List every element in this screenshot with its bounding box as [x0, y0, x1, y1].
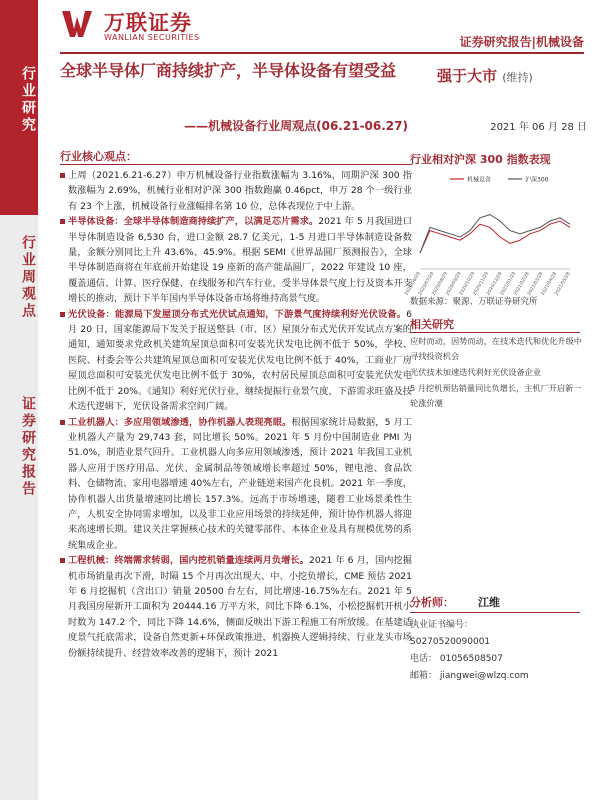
- analyst-phone: 01056508507: [439, 654, 503, 664]
- core-views-body: [60, 168, 412, 661]
- related-research-item[interactable]: 5 月挖机预估销量同比负增长，主机厂开启新一轮涨价潮: [410, 383, 582, 408]
- logo-chinese-name: 万联证券: [104, 11, 192, 35]
- analyst-phone-row: [410, 651, 580, 668]
- rating-sub: (维持): [502, 71, 533, 84]
- analyst-phone-label: 电话：: [410, 654, 438, 664]
- related-research-list: [410, 334, 582, 412]
- core-paragraph-lead: 工业机器人：多应用领域渗透，协作机器人表现亮眼。: [68, 416, 292, 428]
- core-paragraph: [60, 214, 412, 306]
- core-paragraph-text: 上周（2021.6.21-6.27）申万机械设备行业指数涨幅为 3.16%，同期沪深 300 指数涨幅为 2.69%，机械行业相对沪深 300 指数跑赢 0.46pct，申万 28 个一级行业有 23 个上涨，机械设备行业涨幅排名第 10 位，总体表现位于中上游。: [68, 170, 412, 212]
- core-paragraph-lead: 光伏设备：能源局下发屋顶分布式光伏试点通知，下游景气度持续利好光伏设备。: [68, 308, 407, 320]
- x-tick-label: 2020/09/29: [445, 271, 463, 297]
- core-paragraph-text: 根据国家统计局数据，5 月工业机器人产量为 29,743 套，同比增长 50%。2021 年 5 月份中国制造业 PMI 为 51.0%，制造业景气回升。工业机器人向多应用领域渗透，预计 2021 年我国工业机器人应用于医疗用品、光伏、金属制品等领域增长率超过 50%，锂电池、食品饮料、仓储物流、家用电器增速 40%左右，产业链逆来国产化良机。2021 年一季度，协作机器人出货量增速同比增长 157.3%。远高于市场增速，随着工业场景柔性生产，人机安全协同需求增加，以及非工业应用场景的持续延伸，预计协作机器人将迎来高速增长期。建议关注掌握核心技术的关键零部件、本体企业及具有规模优势的系统集成企业。: [68, 416, 413, 551]
- core-views-heading: 行业核心观点：: [60, 150, 137, 163]
- x-tick-label: 2020/06/29: [404, 271, 422, 297]
- core-paragraph-text: 6 月 20 日，国家能源局下发关于报送整县（市、区）屋顶分布式光伏开发试点方案的通知，通知要求党政机关建筑屋顶总面积可安装光伏发电比例不低于 50%，学校、医院、村委会等公共建筑屋顶总面积可安装光伏发电比例不低于 40%，工商业厂房屋顶总面积可安装光伏发电比例不低于 30%，农村居民屋顶总面积可安装光伏发电比例不低于 20%。《通知》利好光伏行业，继续提振行业景气度，下游需求旺盛及技术迭代逻辑下，光伏设备需求空间广阔。: [68, 308, 412, 413]
- x-tick-label: 2021/02/28: [513, 271, 531, 297]
- chart-title: 行业相对沪深 300 指数表现: [410, 153, 551, 166]
- rating-main: 强于大市: [437, 67, 498, 85]
- analyst-heading: 分析师：: [410, 596, 454, 609]
- x-tick-label: 2021/04/28: [540, 271, 559, 297]
- report-title: 全球半导体厂商持续扩产，半导体设备有望受益: [60, 61, 397, 80]
- chart-source: 数据来源：聚源、万联证券研究所: [410, 297, 538, 307]
- core-paragraph: [60, 415, 412, 554]
- series-line-machinery: [420, 221, 570, 253]
- report-category: 证券研究报告|机械设备: [459, 35, 584, 49]
- legend-label: 沪深300: [525, 176, 549, 184]
- core-paragraph-text: 2021 年 5 月我国进口半导体制造设备 6,530 台，进口金额 28.7 亿美元，1-5 月进口半导体制造设备数量，金额分别同比上升 43.6%、45.9%。根据 SEMI《世界晶圆厂预测报告》，全球半导体制造商将在年底前开始建设 19 座新的高产能晶圆厂，2022 年建设 10 座，覆盖通信、计算、医疗保健、在线服务和汽车行业，受半导体景气度上行及资本开支增长的推动，预计下半年国内半导体设备市场将维持高景气度。: [68, 216, 412, 305]
- report-date: 2021 年 06 月 28 日: [490, 122, 587, 133]
- report-subtitle: ——机械设备行业周观点(06.21-06.27): [184, 119, 408, 133]
- header-divider: [60, 52, 584, 54]
- sidebar-label-industry-research: 行业研究: [20, 66, 36, 134]
- rating: [437, 65, 533, 86]
- analyst-email[interactable]: jiangwei@wlzq.com: [439, 671, 529, 681]
- x-tick-label: 2020/12/29: [486, 271, 504, 297]
- logo-english-name: WANLIAN SECURITIES: [104, 33, 200, 42]
- x-tick-label: 2020/10/29: [458, 271, 477, 297]
- analyst-email-label: 邮箱：: [410, 671, 438, 681]
- core-paragraph-lead: 工程机械：终端需求转弱，国内挖机销量连续两月负增长。: [68, 555, 309, 567]
- analyst-cert-label: 执业证书编号：: [410, 620, 474, 630]
- core-paragraph: [60, 553, 412, 661]
- x-tick-label: 2021/05/28: [554, 271, 572, 297]
- related-research-item[interactable]: 应时而动，因势而动，在技术迭代和优化升级中寻找投资机会: [410, 336, 582, 361]
- analyst-name: 江维: [478, 596, 500, 609]
- x-tick-label: 2021/01/29: [499, 271, 518, 297]
- core-paragraph: [60, 307, 412, 415]
- related-research-heading: 相关研究: [410, 318, 454, 331]
- related-research-rule: [410, 332, 580, 333]
- core-paragraph: [60, 168, 412, 214]
- analyst-cert-row: [410, 617, 580, 634]
- series-line-csi300: [420, 215, 570, 253]
- analyst-info: [410, 594, 580, 685]
- core-views-rule: [60, 164, 412, 165]
- analyst-email-row: [410, 668, 580, 685]
- sidebar-label-report: 证券研究报告: [20, 396, 36, 498]
- x-tick-label: 2020/07/29: [418, 271, 436, 297]
- relative-performance-chart: [404, 168, 580, 308]
- core-paragraph-text: 2021 年 6 月，国内挖掘机市场销量再次下滑，时隔 15 个月再次出现大、中、小挖负增长，CME 预估 2021 年 6 月挖掘机（含出口）销量 20500 台左右，同比增速-16.75%左右。2021 年 5 月我国房屋新开工面积为 20444.16 万平方米，同比下降 6.1%，小松挖掘机开机小时数为 147.2 个，同比下降 14.6%，侧面反映出下游工程施工有所放缓。在基建适度景气托底需求，设备自然更新+环保政策推进，机器换人逻辑持续、行业龙头市场份额持续提升、经营效率改善的逻辑下，预计 2021: [68, 555, 412, 659]
- company-logo-icon: [60, 7, 94, 41]
- analyst-cert-number: S0270520090001: [410, 637, 491, 647]
- sidebar-label-weekly: 行业周观点: [20, 234, 36, 320]
- core-paragraph-lead: 半导体设备：全球半导体制造商持续扩产，以满足芯片需求。: [68, 216, 319, 228]
- x-tick-label: 2020/11/29: [472, 271, 490, 297]
- x-tick-label: 2021/03/28: [527, 271, 545, 297]
- related-research-item[interactable]: 光伏技术加速迭代利好光伏设备企业: [410, 367, 542, 377]
- x-tick-label: 2020/08/29: [431, 271, 450, 297]
- legend-label: 机械设备: [467, 176, 492, 184]
